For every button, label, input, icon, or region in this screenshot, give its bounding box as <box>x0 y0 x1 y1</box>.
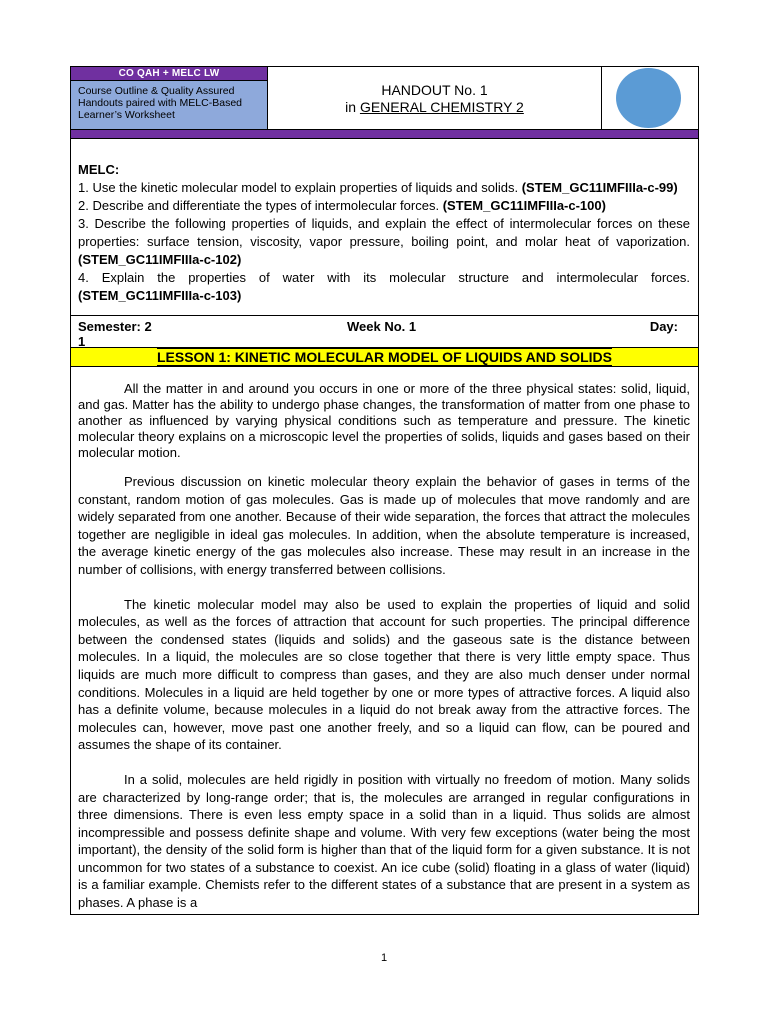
melc-item: 3. Describe the following properties of liquids, and explain the effect of intermolecular forces on these properties: surface tension, viscosity, vapor pressure, boiling point, and molar heat of vaporization. (STEM_GC11IMFIIIa-c-102) <box>78 216 690 267</box>
header-logo-panel <box>602 67 698 129</box>
semester-row <box>71 316 698 347</box>
paragraph: In a solid, molecules are held rigidly in position with virtually no freedom of motion. Many solids are characterized by long-range order; that is, the molecules are arranged in regular configurations in three dimensions. There is even less empty space in a solid than in a liquid. Thus solids are almost incompressible and possess definite shape and volume. With very few exceptions (water being the most important), the density of the solid form is higher than that of the liquid form for a given substance. It is not uncommon for two states of a substance to coexist. An ice cube (solid) floating in a glass of water (liquid) is a familiar example. Chemists refer to the different states of a substance that are present in a system as phases. A phase is a <box>78 771 690 911</box>
subject-prefix: in <box>345 99 360 115</box>
week-label: Week No. 1 <box>347 319 417 334</box>
melc-section <box>71 139 698 316</box>
header-description: Course Outline & Quality Assured Handouts paired with MELC-Based Learner’s Worksheet <box>71 81 267 129</box>
subject-name: GENERAL CHEMISTRY 2 <box>359 99 524 115</box>
melc-code: (STEM_GC11IMFIIIa-c-100) <box>442 198 606 213</box>
handout-header <box>70 66 699 130</box>
melc-item: 1. Use the kinetic molecular model to explain properties of liquids and solids. (STEM_GC11IMFIIIa-c-99) <box>78 180 678 195</box>
handout-body-frame <box>70 139 699 915</box>
lesson-title: LESSON 1: KINETIC MOLECULAR MODEL OF LIQUIDS AND SOLIDS <box>71 347 698 367</box>
purple-divider <box>70 130 699 139</box>
melc-code: (STEM_GC11IMFIIIa-c-103) <box>78 288 242 303</box>
handout-title <box>268 67 602 129</box>
melc-item: 4. Explain the properties of water with its molecular structure and intermolecular forces. (STEM_GC11IMFIIIa-c-103) <box>78 270 690 303</box>
header-left-panel <box>71 67 268 129</box>
handout-page <box>70 66 699 915</box>
paragraph: All the matter in and around you occurs in one or more of the three physical states: solid, liquid, and gas. Matter has the ability to undergo phase changes, the transformation of matter from one phase to another as influenced by varying physical conditions such as temperature and pressure. The kinetic molecular theory explains on a microscopic level the properties of solids, liquids and gases based on their molecular motion. <box>78 381 690 460</box>
melc-code: (STEM_GC11IMFIIIa-c-102) <box>78 252 242 267</box>
semester-label: Semester: 2 1 <box>78 319 152 349</box>
co-qah-badge: CO QAH + MELC LW <box>71 67 267 81</box>
melc-item: 2. Describe and differentiate the types of intermolecular forces. (STEM_GC11IMFIIIa-c-100) <box>78 198 606 213</box>
handout-subject-line <box>268 99 601 116</box>
paragraph: Previous discussion on kinetic molecular theory explain the behavior of gases in terms of the constant, random motion of gas molecules. Gas is made up of molecules that move randomly and are widely separated from one another. Because of their wide separation, the forces that attract the molecules together are negligible in ideal gas molecules. In addition, when the absolute temperature is increased, the average kinetic energy of the gas molecules also increase. These may result in an increase in the number of collisions, with energy transferred between collisions. <box>78 474 690 577</box>
melc-title: MELC: <box>78 162 120 177</box>
day-label: Day: <box>649 319 678 334</box>
page-number: 1 <box>380 952 388 964</box>
lesson-content <box>71 367 698 915</box>
handout-number: HANDOUT No. 1 <box>381 82 488 98</box>
paragraph: The kinetic molecular model may also be used to explain the properties of liquid and solid molecules, as well as the forces of attraction that account for such properties. The principal difference between the condensed states (liquids and solids) and the gaseous sate is the distance between molecules. In a liquid, the molecules are so close together that there is very little empty space. Thus liquids are much more difficult to compress than gases, and they are also much denser under normal conditions. Molecules in a liquid are held together by one or more types of attractive forces. A liquid also has a definite volume, because molecules in a liquid do not break away from the attractive forces. The molecules can, however, move past one another freely, and so a liquid can flow, can be poured and assumes the shape of its container. <box>78 596 690 753</box>
melc-code: (STEM_GC11IMFIIIa-c-99) <box>521 180 678 195</box>
school-logo-icon <box>616 68 681 128</box>
